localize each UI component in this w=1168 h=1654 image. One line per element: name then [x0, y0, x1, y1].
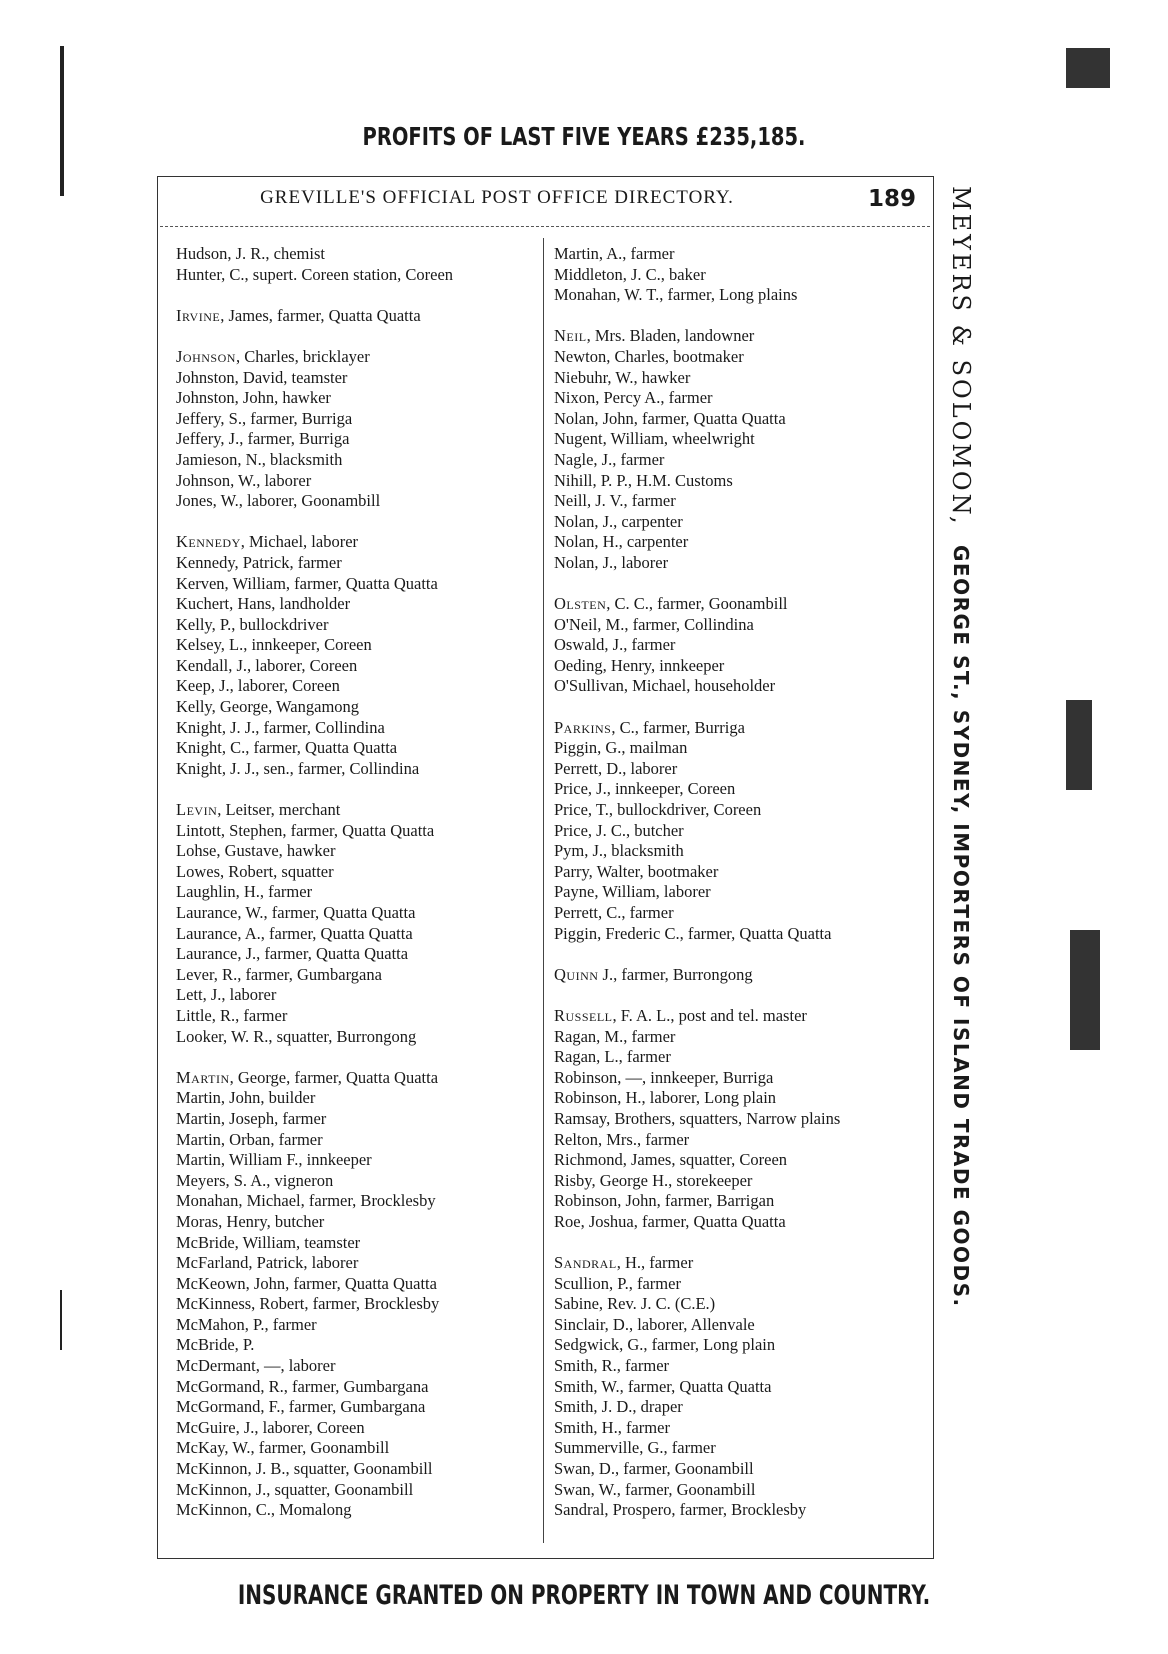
directory-entry — [176, 368, 546, 389]
directory-entry — [554, 1500, 924, 1521]
directory-entry — [176, 409, 546, 430]
entry-text: O'Neil, M., farmer, Collindina — [554, 614, 754, 634]
entry-text: Laurance, J., farmer, Quatta Quatta — [176, 944, 409, 964]
directory-entry — [176, 615, 546, 636]
entry-text: McDermant, —, laborer — [176, 1356, 336, 1376]
directory-entry — [176, 1233, 546, 1254]
entry-text: O'Sullivan, Michael, householder — [554, 676, 776, 696]
directory-entry — [554, 1274, 924, 1295]
bottom-banner: INSURANCE GRANTED ON PROPERTY IN TOWN AND COUNTRY. — [237, 1580, 931, 1611]
directory-entry — [554, 326, 924, 347]
section-head-name: Russell — [554, 1005, 613, 1025]
directory-entry — [176, 1109, 546, 1130]
directory-entry — [176, 882, 546, 903]
entry-text: Nolan, J., carpenter — [554, 511, 683, 531]
directory-entry — [554, 347, 924, 368]
directory-entry — [176, 718, 546, 739]
entry-text: Risby, George H., storekeeper — [554, 1170, 753, 1190]
entry-text: Knight, J. J., farmer, Collindina — [176, 717, 385, 737]
directory-entry — [554, 1418, 924, 1439]
margin-mark — [60, 46, 64, 196]
directory-entry — [554, 429, 924, 450]
directory-entry — [554, 491, 924, 512]
entry-text: Swan, D., farmer, Goonambill — [554, 1459, 754, 1479]
entry-text: McGormand, F., farmer, Gumbargana — [176, 1397, 426, 1417]
entry-text: Lintott, Stephen, farmer, Quatta Quatta — [176, 820, 435, 840]
entry-text: Hudson, J. R., chemist — [176, 244, 325, 263]
entry-text: Looker, W. R., squatter, Burrongong — [176, 1026, 417, 1046]
entry-text: Jamieson, N., blacksmith — [176, 449, 343, 469]
directory-entry — [176, 1171, 546, 1192]
left-column — [176, 244, 546, 1521]
directory-entry — [554, 862, 924, 883]
directory-entry — [176, 1418, 546, 1439]
entry-text: Kerven, William, farmer, Quatta Quatta — [176, 573, 438, 593]
entry-text: , Leitser, merchant — [217, 800, 341, 820]
directory-entry — [554, 821, 924, 842]
entry-text: Piggin, Frederic C., farmer, Quatta Quatta — [554, 923, 832, 943]
directory-entry — [176, 738, 546, 759]
entry-text: , James, farmer, Quatta Quatta — [220, 305, 421, 325]
entry-text: Sinclair, D., laborer, Allenvale — [554, 1314, 755, 1334]
directory-entry — [554, 656, 924, 677]
section-gap — [554, 697, 924, 718]
section-gap — [176, 285, 546, 306]
page-number: 189 — [868, 186, 917, 212]
entry-text: Nihill, P. P., H.M. Customs — [554, 470, 733, 490]
entry-text: Perrett, D., laborer — [554, 758, 678, 778]
directory-entry — [554, 244, 924, 265]
section-gap — [554, 944, 924, 965]
entry-text: J., farmer, Burrongong — [598, 964, 753, 984]
section-head-name: Levin — [176, 800, 218, 820]
entry-text: Moras, Henry, butcher — [176, 1211, 325, 1231]
section-head-name: Kennedy — [176, 532, 241, 552]
entry-text: McGormand, R., farmer, Gumbargana — [176, 1376, 429, 1396]
entry-text: Summerville, G., farmer — [554, 1438, 716, 1458]
entry-text: Payne, William, laborer — [554, 882, 711, 902]
directory-entry — [176, 1088, 546, 1109]
section-gap — [554, 574, 924, 595]
directory-entry — [176, 821, 546, 842]
directory-entry — [176, 244, 546, 265]
entry-text: Price, T., bullockdriver, Coreen — [554, 800, 762, 820]
entry-text: Jeffery, J., farmer, Burriga — [176, 429, 350, 449]
directory-entry — [176, 1274, 546, 1295]
directory-entry — [554, 368, 924, 389]
entry-text: Ragan, L., farmer — [554, 1047, 671, 1067]
directory-entry — [176, 676, 546, 697]
directory-entry — [176, 553, 546, 574]
entry-text: Nixon, Percy A., farmer — [554, 388, 713, 408]
directory-entry — [176, 388, 546, 409]
directory-entry — [554, 1335, 924, 1356]
section-gap — [176, 1047, 546, 1068]
entry-text: Scullion, P., farmer — [554, 1273, 681, 1293]
edge-strip — [1066, 48, 1110, 88]
entry-text: , Mrs. Bladen, landowner — [586, 326, 755, 346]
side-ad-address: GEORGE ST., SYDNEY, IMPORTERS OF ISLAND TRADE GOODS. — [949, 545, 973, 1308]
entry-text: McBride, P. — [176, 1335, 255, 1355]
directory-entry — [176, 1356, 546, 1377]
directory-entry — [554, 676, 924, 697]
directory-entry — [554, 841, 924, 862]
entry-text: Robinson, John, farmer, Barrigan — [554, 1191, 775, 1211]
directory-entry — [554, 285, 924, 306]
entry-text: Price, J., innkeeper, Coreen — [554, 779, 736, 799]
entry-text: Sabine, Rev. J. C. (C.E.) — [554, 1294, 716, 1314]
directory-entry — [554, 1253, 924, 1274]
directory-entry — [554, 1459, 924, 1480]
entry-text: Kelly, George, Wangamong — [176, 697, 360, 717]
entry-text: Hunter, C., supert. Coreen station, Coreen — [176, 264, 454, 284]
directory-entry — [554, 1047, 924, 1068]
directory-entry — [176, 1500, 546, 1521]
section-head-name: Sandral — [554, 1253, 617, 1273]
entry-text: Meyers, S. A., vigneron — [176, 1170, 334, 1190]
entry-text: Ramsay, Brothers, squatters, Narrow plains — [554, 1108, 841, 1128]
entry-text: Sandral, Prospero, farmer, Brocklesby — [554, 1500, 807, 1520]
directory-entry — [176, 347, 546, 368]
section-gap — [554, 306, 924, 327]
entry-text: Jones, W., laborer, Goonambill — [176, 491, 381, 511]
entry-text: Kennedy, Patrick, farmer — [176, 552, 342, 572]
directory-entry — [176, 800, 546, 821]
entry-text: Niebuhr, W., hawker — [554, 367, 691, 387]
entry-text: , F. A. L., post and tel. master — [612, 1005, 807, 1025]
directory-entry — [554, 1438, 924, 1459]
entry-text: Lohse, Gustave, hawker — [176, 841, 336, 861]
directory-entry — [554, 965, 924, 986]
entry-text: , Charles, bricklayer — [235, 346, 370, 366]
entry-text: Knight, J. J., sen., farmer, Collindina — [176, 758, 420, 778]
entry-text: Neill, J. V., farmer — [554, 491, 676, 511]
entry-text: McKinnon, J. B., squatter, Goonambill — [176, 1459, 433, 1479]
directory-entry — [554, 1150, 924, 1171]
directory-entry — [554, 800, 924, 821]
directory-entry — [176, 1480, 546, 1501]
directory-entry — [176, 429, 546, 450]
directory-entry — [176, 491, 546, 512]
directory-entry — [176, 1377, 546, 1398]
entry-text: Nagle, J., farmer — [554, 449, 665, 469]
entry-text: McKinnon, J., squatter, Goonambill — [176, 1479, 414, 1499]
entry-text: Little, R., farmer — [176, 1005, 288, 1025]
section-gap — [176, 512, 546, 533]
entry-text: Kelsey, L., innkeeper, Coreen — [176, 635, 372, 655]
entry-text: Kuchert, Hans, landholder — [176, 594, 351, 614]
directory-entry — [554, 265, 924, 286]
entry-text: Swan, W., farmer, Goonambill — [554, 1479, 756, 1499]
entry-text: Pym, J., blacksmith — [554, 841, 684, 861]
directory-entry — [554, 532, 924, 553]
directory-entry — [554, 1006, 924, 1027]
directory-entry — [554, 1130, 924, 1151]
edge-strip — [1066, 700, 1092, 790]
directory-entry — [554, 594, 924, 615]
entry-text: Knight, C., farmer, Quatta Quatta — [176, 738, 398, 758]
directory-entry — [176, 450, 546, 471]
entry-text: Laughlin, H., farmer — [176, 882, 313, 902]
entry-text: Lett, J., laborer — [176, 985, 277, 1005]
entry-text: Price, J. C., butcher — [554, 820, 684, 840]
directory-entry — [176, 656, 546, 677]
directory-entry — [554, 512, 924, 533]
section-head-name: Johnson — [176, 346, 236, 366]
directory-entry — [176, 1130, 546, 1151]
directory-entry — [554, 759, 924, 780]
section-head-name: Parkins — [554, 717, 612, 737]
entry-text: Martin, Joseph, farmer — [176, 1108, 327, 1128]
directory-entry — [554, 1377, 924, 1398]
header-rule — [160, 226, 930, 227]
directory-entry — [554, 471, 924, 492]
directory-entry — [554, 1191, 924, 1212]
entry-text: Piggin, G., mailman — [554, 738, 688, 758]
section-head-name: Irvine — [176, 305, 221, 325]
directory-entry — [176, 265, 546, 286]
directory-entry — [176, 471, 546, 492]
entry-text: McKinness, Robert, farmer, Brocklesby — [176, 1294, 440, 1314]
entry-text: Jeffery, S., farmer, Burriga — [176, 408, 353, 428]
section-gap — [554, 1233, 924, 1254]
side-advertisement — [946, 186, 976, 1546]
directory-entry — [176, 1294, 546, 1315]
directory-entry — [554, 1109, 924, 1130]
entry-text: Lever, R., farmer, Gumbargana — [176, 964, 382, 984]
directory-entry — [554, 924, 924, 945]
edge-strip — [1070, 930, 1100, 1050]
entry-text: Sedgwick, G., farmer, Long plain — [554, 1335, 776, 1355]
section-gap — [176, 779, 546, 800]
directory-entry — [176, 944, 546, 965]
directory-entry — [554, 388, 924, 409]
section-head-name: Quinn — [554, 964, 599, 984]
entry-text: Keep, J., laborer, Coreen — [176, 676, 340, 696]
entry-text: McFarland, Patrick, laborer — [176, 1253, 359, 1273]
entry-text: Kelly, P., bullockdriver — [176, 614, 329, 634]
entry-text: Nolan, J., laborer — [554, 552, 669, 572]
directory-entry — [554, 1088, 924, 1109]
directory-entry — [554, 553, 924, 574]
section-head-name: Olsten — [554, 594, 607, 614]
side-ad-firm: MEYERS & SOLOMON, — [947, 186, 975, 527]
entry-text: Smith, H., farmer — [554, 1417, 670, 1437]
directory-entry — [554, 1480, 924, 1501]
directory-entry — [554, 1356, 924, 1377]
directory-entry — [176, 1335, 546, 1356]
directory-entry — [554, 718, 924, 739]
directory-entry — [176, 903, 546, 924]
entry-text: Nugent, William, wheelwright — [554, 429, 755, 449]
entry-text: Nolan, H., carpenter — [554, 532, 689, 552]
entry-text: Smith, J. D., draper — [554, 1397, 683, 1417]
entry-text: Roe, Joshua, farmer, Quatta Quatta — [554, 1211, 786, 1231]
directory-entry — [176, 635, 546, 656]
directory-entry — [176, 697, 546, 718]
section-gap — [176, 326, 546, 347]
entry-text: Martin, William F., innkeeper — [176, 1150, 372, 1170]
directory-entry — [176, 1397, 546, 1418]
directory-entry — [176, 1027, 546, 1048]
entry-text: Robinson, H., laborer, Long plain — [554, 1088, 777, 1108]
directory-entry — [176, 862, 546, 883]
entry-text: McKeown, John, farmer, Quatta Quatta — [176, 1273, 437, 1293]
directory-entry — [176, 1212, 546, 1233]
entry-text: Relton, Mrs., farmer — [554, 1129, 690, 1149]
directory-entry — [554, 615, 924, 636]
entry-text: Martin, A., farmer — [554, 244, 675, 263]
directory-entry — [554, 1027, 924, 1048]
entry-text: McBride, William, teamster — [176, 1232, 361, 1252]
directory-entry — [176, 985, 546, 1006]
directory-entry — [176, 1253, 546, 1274]
entry-text: Johnston, David, teamster — [176, 367, 348, 387]
directory-entry — [554, 1397, 924, 1418]
entry-text: Nolan, John, farmer, Quatta Quatta — [554, 408, 786, 428]
entry-text: McKay, W., farmer, Goonambill — [176, 1438, 390, 1458]
directory-entry — [554, 1294, 924, 1315]
entry-text: Richmond, James, squatter, Coreen — [554, 1150, 788, 1170]
entry-text: Lowes, Robert, squatter — [176, 861, 334, 881]
entry-text: Perrett, C., farmer — [554, 903, 674, 922]
directory-entry — [176, 1006, 546, 1027]
entry-text: Robinson, —, innkeeper, Burriga — [554, 1067, 774, 1087]
directory-entry — [176, 841, 546, 862]
entry-text: , C., farmer, Burriga — [611, 717, 745, 737]
directory-entry — [176, 1459, 546, 1480]
entry-text: , George, farmer, Quatta Quatta — [229, 1067, 439, 1087]
entry-text: , C. C., farmer, Goonambill — [606, 594, 788, 614]
entry-text: Smith, R., farmer — [554, 1356, 670, 1376]
directory-entry — [176, 1315, 546, 1336]
entry-text: Oeding, Henry, innkeeper — [554, 655, 725, 675]
directory-entry — [554, 1068, 924, 1089]
directory-entry — [176, 1438, 546, 1459]
directory-entry — [176, 924, 546, 945]
directory-entry — [176, 1150, 546, 1171]
entry-text: Newton, Charles, bootmaker — [554, 346, 744, 366]
directory-entry — [554, 779, 924, 800]
entry-text: McMahon, P., farmer — [176, 1314, 317, 1334]
directory-entry — [176, 532, 546, 553]
section-gap — [554, 985, 924, 1006]
entry-text: Smith, W., farmer, Quatta Quatta — [554, 1376, 772, 1396]
entry-text: Laurance, W., farmer, Quatta Quatta — [176, 903, 416, 922]
running-head: GREVILLE'S OFFICIAL POST OFFICE DIRECTORY. — [260, 187, 734, 208]
margin-mark — [60, 1290, 62, 1350]
entry-text: Parry, Walter, bootmaker — [554, 861, 719, 881]
directory-entry — [554, 738, 924, 759]
entry-text: Middleton, J. C., baker — [554, 264, 706, 284]
directory-entry — [554, 409, 924, 430]
entry-text: Oswald, J., farmer — [554, 635, 676, 655]
right-column — [554, 244, 924, 1521]
section-head-name: Martin — [176, 1067, 230, 1087]
entry-text: Ragan, M., farmer — [554, 1026, 676, 1046]
entry-text: , Michael, laborer — [240, 532, 359, 552]
entry-text: Johnston, John, hawker — [176, 388, 331, 408]
directory-entry — [554, 1315, 924, 1336]
directory-entry — [554, 635, 924, 656]
entry-text: Monahan, Michael, farmer, Brocklesby — [176, 1191, 436, 1211]
section-head-name: Neil — [554, 326, 587, 346]
directory-entry — [176, 1191, 546, 1212]
entry-text: Kendall, J., laborer, Coreen — [176, 655, 358, 675]
entry-text: McKinnon, C., Momalong — [176, 1500, 352, 1520]
directory-entry — [176, 965, 546, 986]
directory-entry — [554, 1212, 924, 1233]
entry-text: Monahan, W. T., farmer, Long plains — [554, 285, 798, 305]
directory-entry — [554, 450, 924, 471]
directory-entry — [176, 594, 546, 615]
directory-entry — [176, 1068, 546, 1089]
entry-text: Martin, John, builder — [176, 1088, 316, 1108]
directory-entry — [554, 903, 924, 924]
entry-text: , H., farmer — [616, 1253, 694, 1273]
entry-text: Martin, Orban, farmer — [176, 1129, 323, 1149]
top-banner: PROFITS OF LAST FIVE YEARS £235,185. — [362, 122, 806, 151]
directory-entry — [176, 306, 546, 327]
entry-text: McGuire, J., laborer, Coreen — [176, 1417, 365, 1437]
directory-entry — [554, 1171, 924, 1192]
directory-entry — [176, 759, 546, 780]
entry-text: Laurance, A., farmer, Quatta Quatta — [176, 923, 413, 943]
entry-text: Johnson, W., laborer — [176, 470, 312, 490]
directory-entry — [176, 574, 546, 595]
directory-entry — [554, 882, 924, 903]
